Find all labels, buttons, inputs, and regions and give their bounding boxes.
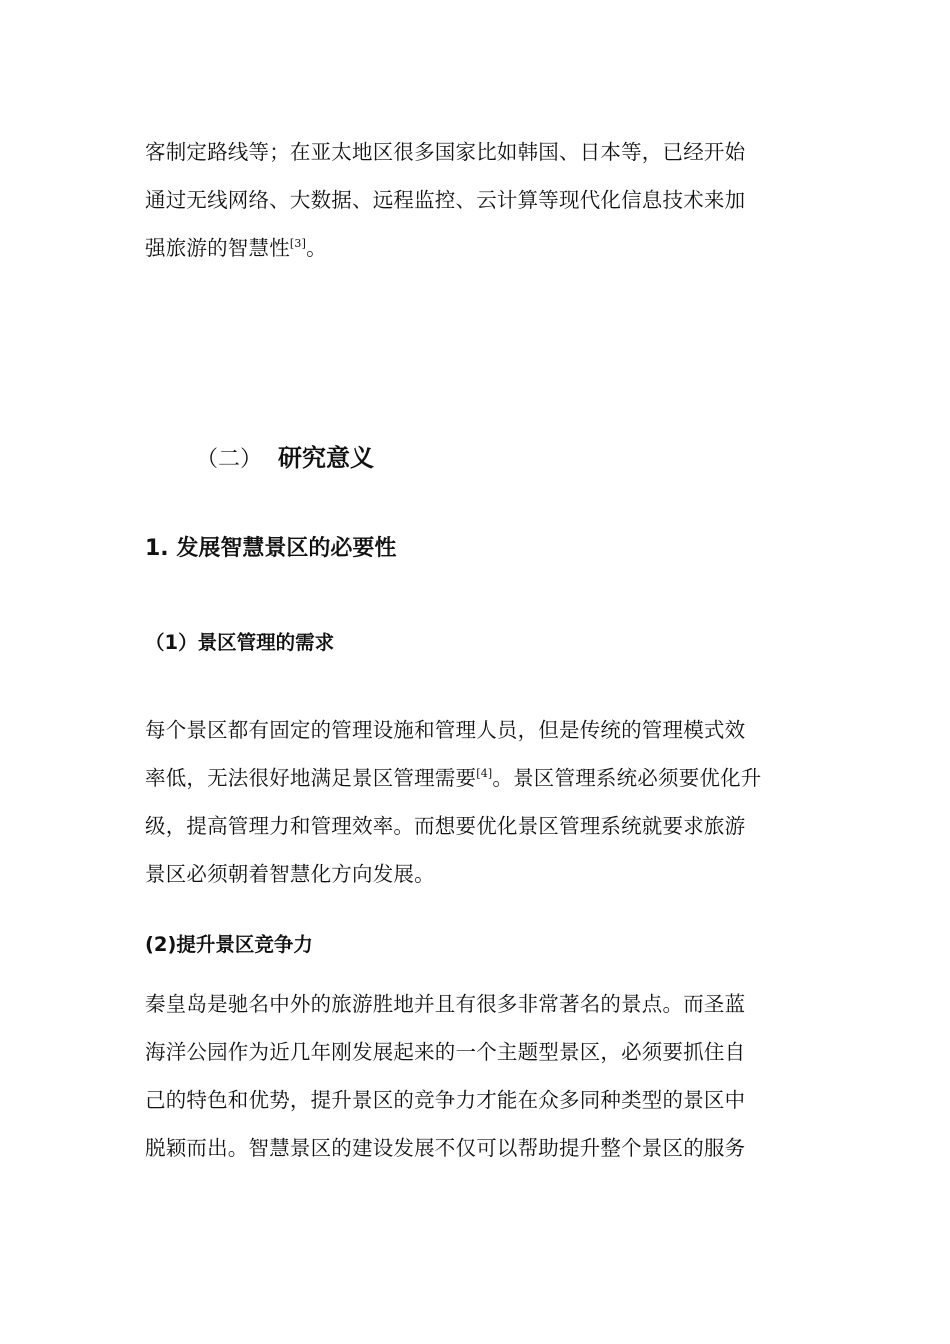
text-line xyxy=(145,754,810,802)
text-line: 景区必须朝着智慧化方向发展。 xyxy=(145,862,435,886)
text-line: 级，提高管理力和管理效率。而想要优化景区管理系统就要求旅游 xyxy=(145,814,746,838)
text-fragment: 。景区管理系统必须要优化升 xyxy=(492,766,762,790)
section-title: 研究意义 xyxy=(278,444,374,472)
paragraph-top xyxy=(145,128,810,272)
paragraph-item-2 xyxy=(145,980,810,1172)
section-number: （二） xyxy=(196,447,263,472)
text-fragment: 率低，无法很好地满足景区管理需要 xyxy=(145,766,477,790)
item-heading-2: (2)提升景区竞争力 xyxy=(145,933,313,956)
text-fragment: 强旅游的智慧性 xyxy=(145,236,290,260)
section-heading xyxy=(196,438,374,473)
text-line: 海洋公园作为近几年刚发展起来的一个主题型景区，必须要抓住自 xyxy=(145,1040,746,1064)
text-line: 己的特色和优势，提升景区的竞争力才能在众多同种类型的景区中 xyxy=(145,1088,746,1112)
text-line: 脱颖而出。智慧景区的建设发展不仅可以帮助提升整个景区的服务 xyxy=(145,1136,746,1160)
citation-reference: [3] xyxy=(289,237,307,250)
paragraph-item-1 xyxy=(145,706,810,898)
text-fragment: 。 xyxy=(306,236,327,260)
citation-reference: [4] xyxy=(476,767,493,780)
text-line: 客制定路线等；在亚太地区很多国家比如韩国、日本等，已经开始 xyxy=(145,140,746,164)
text-line: 秦皇岛是驰名中外的旅游胜地并且有很多非常著名的景点。而圣蓝 xyxy=(145,992,746,1016)
text-line: 通过无线网络、大数据、远程监控、云计算等现代化信息技术来加 xyxy=(145,188,746,212)
item-heading-1: （1）景区管理的需求 xyxy=(145,631,335,654)
subsection-heading: 1. 发展智慧景区的必要性 xyxy=(145,536,397,561)
text-line: 每个景区都有固定的管理设施和管理人员，但是传统的管理模式效 xyxy=(145,718,746,742)
text-line xyxy=(145,224,810,272)
